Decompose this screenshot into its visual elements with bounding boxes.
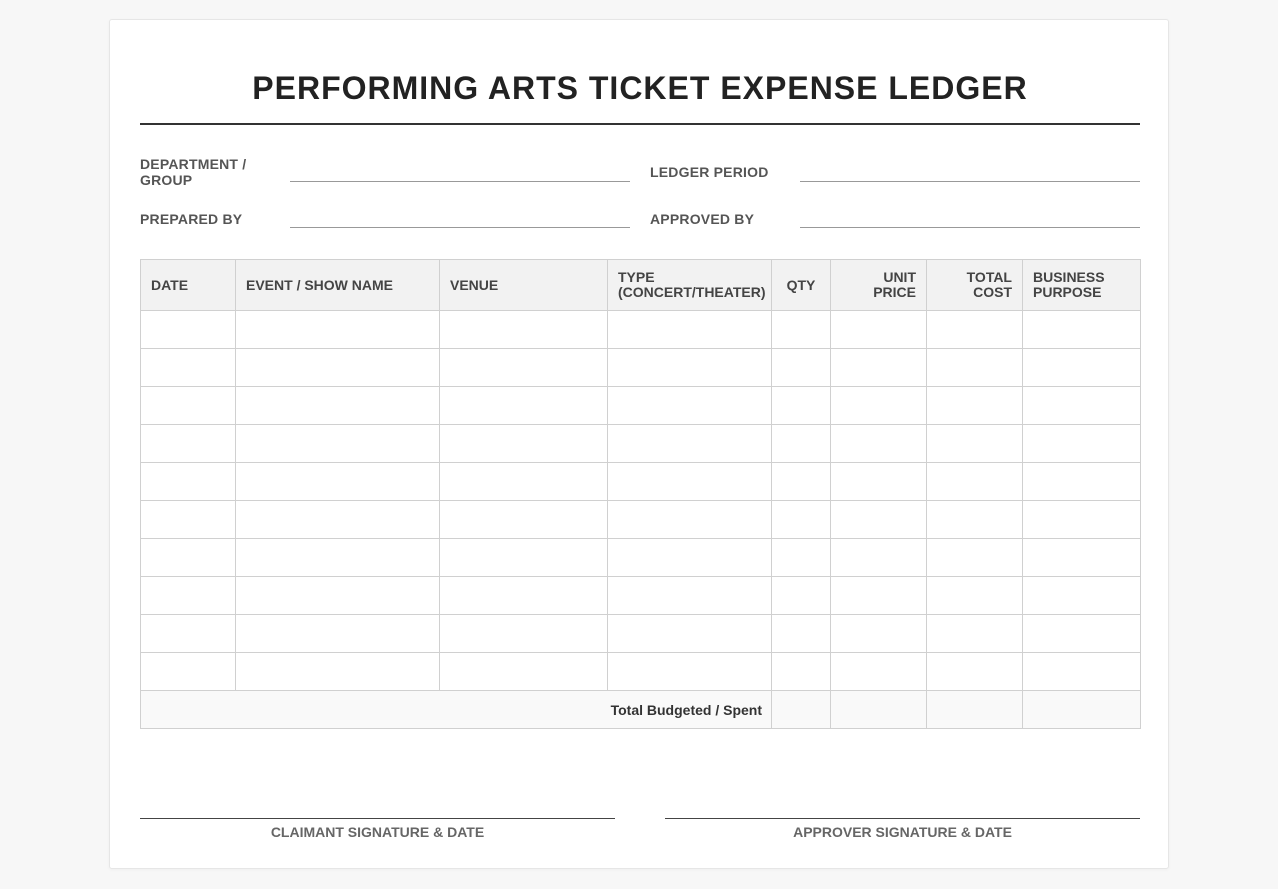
ledger-period-label: LEDGER PERIOD xyxy=(650,164,769,180)
approved-by-label: APPROVED BY xyxy=(650,211,755,227)
cell-event[interactable] xyxy=(236,615,440,653)
cell-qty[interactable] xyxy=(772,539,831,577)
cell-unit-price[interactable] xyxy=(831,615,927,653)
cell-event[interactable] xyxy=(236,501,440,539)
cell-venue[interactable] xyxy=(440,577,608,615)
approver-signature-line[interactable] xyxy=(665,818,1140,819)
cell-qty[interactable] xyxy=(772,615,831,653)
total-row xyxy=(141,691,1141,729)
approver-signature-label: APPROVER SIGNATURE & DATE xyxy=(793,824,1012,840)
cell-purpose[interactable] xyxy=(1023,349,1141,387)
cell-type[interactable] xyxy=(608,349,772,387)
title-divider xyxy=(140,123,1140,125)
table-row xyxy=(141,539,1141,577)
cell-date[interactable] xyxy=(141,311,236,349)
header-qty: QTY xyxy=(772,260,831,311)
cell-date[interactable] xyxy=(141,539,236,577)
cell-venue[interactable] xyxy=(440,349,608,387)
cell-unit-price[interactable] xyxy=(831,349,927,387)
cell-total-cost[interactable] xyxy=(927,463,1023,501)
cell-qty[interactable] xyxy=(772,653,831,691)
expense-ledger-sheet xyxy=(109,19,1169,869)
cell-unit-price[interactable] xyxy=(831,425,927,463)
cell-type[interactable] xyxy=(608,463,772,501)
cell-unit-price[interactable] xyxy=(831,577,927,615)
header-unit-price: UNIT PRICE xyxy=(831,260,927,311)
cell-unit-price[interactable] xyxy=(831,653,927,691)
table-row xyxy=(141,577,1141,615)
cell-total-cost[interactable] xyxy=(927,539,1023,577)
cell-unit-price[interactable] xyxy=(831,501,927,539)
cell-qty[interactable] xyxy=(772,387,831,425)
cell-date[interactable] xyxy=(141,425,236,463)
cell-event[interactable] xyxy=(236,577,440,615)
table-body xyxy=(141,311,1141,691)
cell-type[interactable] xyxy=(608,577,772,615)
cell-event[interactable] xyxy=(236,425,440,463)
total-cost-cell[interactable] xyxy=(927,691,1023,729)
cell-purpose[interactable] xyxy=(1023,615,1141,653)
cell-unit-price[interactable] xyxy=(831,311,927,349)
cell-total-cost[interactable] xyxy=(927,615,1023,653)
total-label: Total Budgeted / Spent xyxy=(141,691,772,729)
cell-total-cost[interactable] xyxy=(927,577,1023,615)
cell-date[interactable] xyxy=(141,577,236,615)
cell-type[interactable] xyxy=(608,539,772,577)
cell-venue[interactable] xyxy=(440,425,608,463)
table-row xyxy=(141,615,1141,653)
cell-unit-price[interactable] xyxy=(831,387,927,425)
table-row xyxy=(141,463,1141,501)
cell-date[interactable] xyxy=(141,463,236,501)
cell-type[interactable] xyxy=(608,615,772,653)
cell-purpose[interactable] xyxy=(1023,501,1141,539)
cell-total-cost[interactable] xyxy=(927,311,1023,349)
prepared-by-label: PREPARED BY xyxy=(140,211,243,227)
table-row xyxy=(141,387,1141,425)
cell-unit-price[interactable] xyxy=(831,539,927,577)
cell-date[interactable] xyxy=(141,653,236,691)
header-venue: VENUE xyxy=(440,260,608,311)
cell-total-cost[interactable] xyxy=(927,653,1023,691)
cell-qty[interactable] xyxy=(772,349,831,387)
header-date: DATE xyxy=(141,260,236,311)
table-row xyxy=(141,501,1141,539)
approved-by-field[interactable] xyxy=(800,227,1140,228)
table-header-row xyxy=(141,260,1141,311)
cell-type[interactable] xyxy=(608,425,772,463)
cell-event[interactable] xyxy=(236,653,440,691)
cell-type[interactable] xyxy=(608,311,772,349)
cell-type[interactable] xyxy=(608,653,772,691)
cell-qty[interactable] xyxy=(772,311,831,349)
department-label: DEPARTMENT / GROUP xyxy=(140,156,247,188)
cell-event[interactable] xyxy=(236,311,440,349)
cell-qty[interactable] xyxy=(772,501,831,539)
cell-qty[interactable] xyxy=(772,577,831,615)
cell-unit-price[interactable] xyxy=(831,463,927,501)
cell-event[interactable] xyxy=(236,539,440,577)
cell-purpose[interactable] xyxy=(1023,463,1141,501)
header-type: TYPE (CONCERT/THEATER) xyxy=(608,260,772,311)
header-total-cost: TOTAL COST xyxy=(927,260,1023,311)
claimant-signature-line[interactable] xyxy=(140,818,615,819)
cell-event[interactable] xyxy=(236,463,440,501)
cell-date[interactable] xyxy=(141,349,236,387)
cell-type[interactable] xyxy=(608,501,772,539)
ledger-period-field[interactable] xyxy=(800,181,1140,182)
cell-event[interactable] xyxy=(236,387,440,425)
cell-purpose[interactable] xyxy=(1023,539,1141,577)
cell-venue[interactable] xyxy=(440,311,608,349)
total-unit-price-cell[interactable] xyxy=(831,691,927,729)
expense-table xyxy=(140,259,1141,729)
cell-type[interactable] xyxy=(608,387,772,425)
table-row xyxy=(141,653,1141,691)
cell-purpose[interactable] xyxy=(1023,653,1141,691)
total-qty-cell[interactable] xyxy=(772,691,831,729)
cell-venue[interactable] xyxy=(440,615,608,653)
cell-purpose[interactable] xyxy=(1023,577,1141,615)
cell-purpose[interactable] xyxy=(1023,311,1141,349)
cell-venue[interactable] xyxy=(440,501,608,539)
cell-event[interactable] xyxy=(236,349,440,387)
table-row xyxy=(141,425,1141,463)
cell-purpose[interactable] xyxy=(1023,425,1141,463)
cell-total-cost[interactable] xyxy=(927,501,1023,539)
cell-total-cost[interactable] xyxy=(927,387,1023,425)
prepared-by-field[interactable] xyxy=(290,227,630,228)
page-title: PERFORMING ARTS TICKET EXPENSE LEDGER xyxy=(252,70,1028,106)
cell-venue[interactable] xyxy=(440,653,608,691)
cell-total-cost[interactable] xyxy=(927,349,1023,387)
table-row xyxy=(141,311,1141,349)
total-purpose-cell[interactable] xyxy=(1023,691,1141,729)
header-event-show-name: EVENT / SHOW NAME xyxy=(236,260,440,311)
cell-venue[interactable] xyxy=(440,539,608,577)
cell-venue[interactable] xyxy=(440,387,608,425)
cell-date[interactable] xyxy=(141,615,236,653)
cell-purpose[interactable] xyxy=(1023,387,1141,425)
cell-date[interactable] xyxy=(141,501,236,539)
cell-venue[interactable] xyxy=(440,463,608,501)
claimant-signature-label: CLAIMANT SIGNATURE & DATE xyxy=(270,824,485,840)
department-field[interactable] xyxy=(290,181,630,182)
header-business-purpose: BUSINESS PURPOSE xyxy=(1023,260,1141,311)
cell-qty[interactable] xyxy=(772,463,831,501)
table-row xyxy=(141,349,1141,387)
cell-qty[interactable] xyxy=(772,425,831,463)
cell-date[interactable] xyxy=(141,387,236,425)
cell-total-cost[interactable] xyxy=(927,425,1023,463)
